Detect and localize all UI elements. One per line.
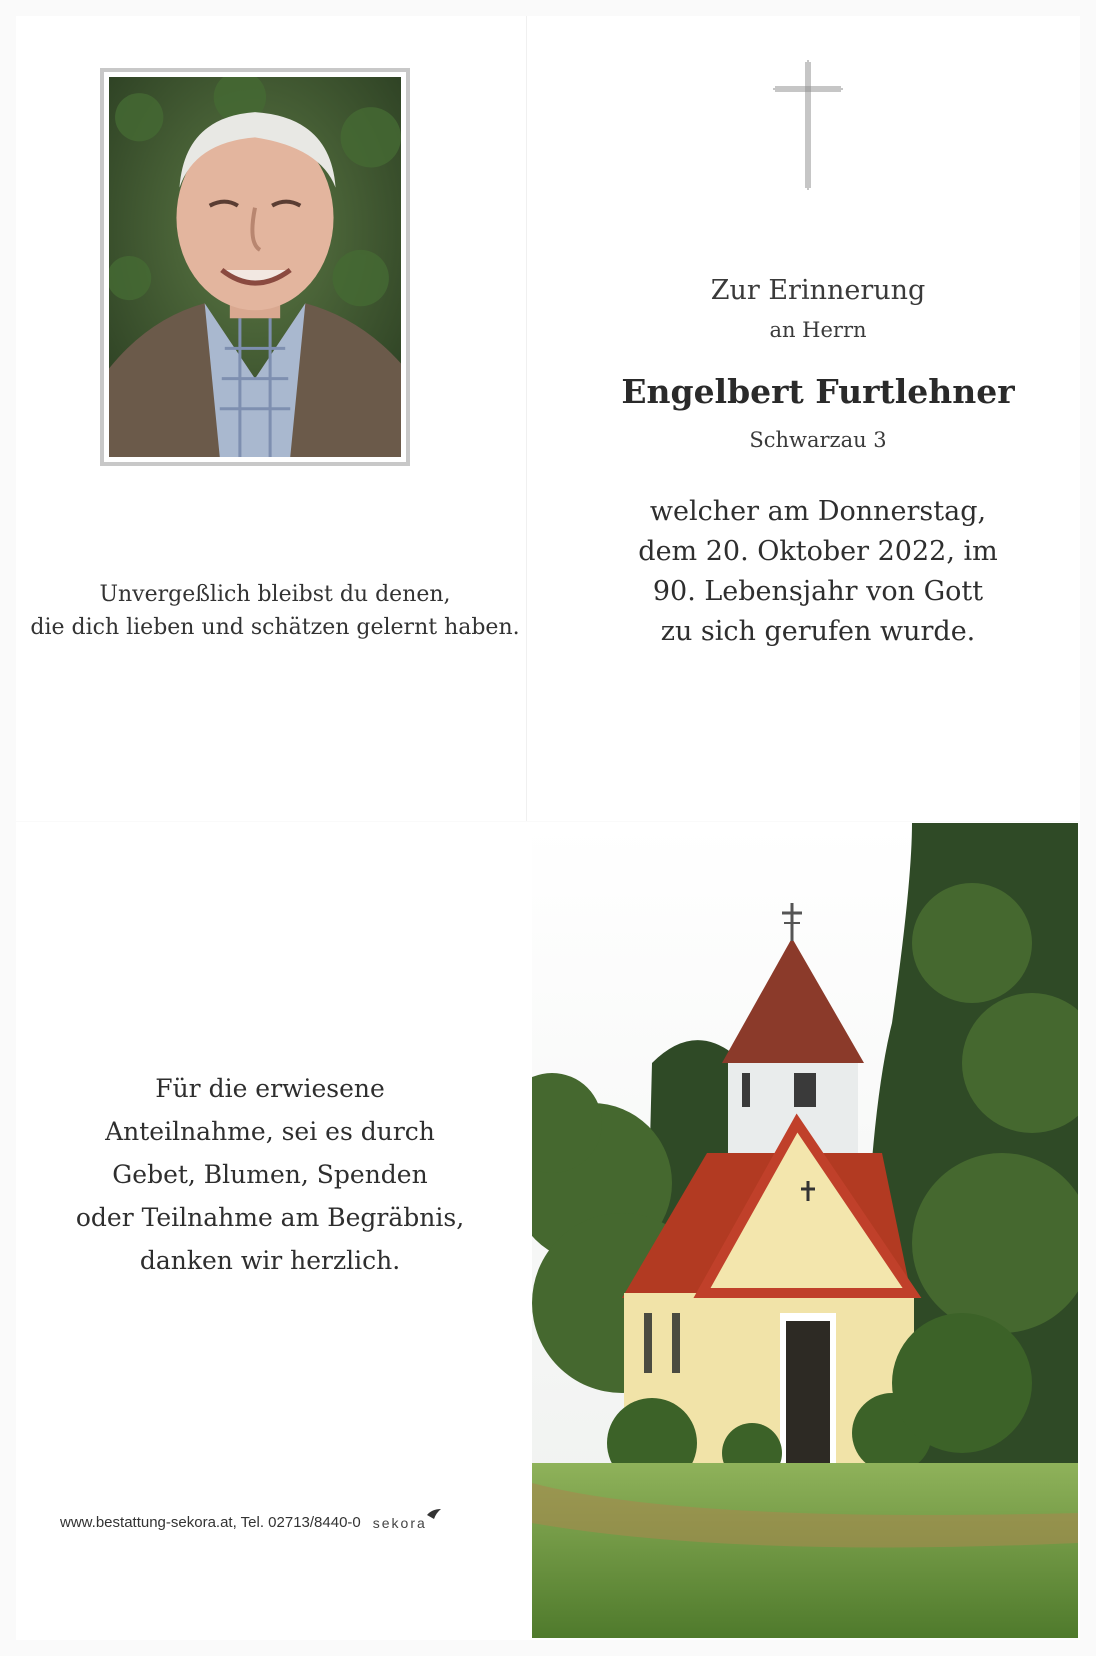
bird-icon (427, 1509, 441, 1519)
quote-line: Unvergeßlich bleibst du denen, (99, 582, 451, 607)
memorial-title: Zur Erinnerung (710, 275, 926, 306)
thanks-line: oder Teilnahme am Begräbnis, (75, 1203, 465, 1232)
thanks-text (60, 1067, 480, 1282)
memorial-quote (20, 578, 530, 644)
thanks-line: Anteilnahme, sei es durch (105, 1117, 435, 1146)
thanks-line: Gebet, Blumen, Spenden (112, 1160, 428, 1189)
death-notice (568, 492, 1068, 652)
deceased-address: Schwarzau 3 (749, 428, 887, 452)
salutation: an Herrn (769, 318, 867, 342)
thanks-line: Für die erwiesene (155, 1074, 385, 1103)
footer (60, 1514, 427, 1531)
quote-line: die dich lieben und schätzen gelernt haben. (30, 615, 520, 640)
portrait-photo (100, 68, 410, 466)
brand-logo (373, 1515, 427, 1531)
fold-line (526, 16, 527, 821)
brand-name: sekora (372, 1515, 427, 1531)
thanks-line: danken wir herzlich. (139, 1246, 401, 1275)
cross-icon (773, 60, 843, 190)
deceased-name: Engelbert Furtlehner (621, 372, 1015, 411)
funeral-home-contact: www.bestattung-sekora.at, Tel. 02713/8440-0 (60, 1514, 361, 1531)
death-notice-line: 90. Lebensjahr von Gott (652, 576, 984, 607)
death-notice-line: welcher am Donnerstag, (649, 496, 987, 527)
death-notice-line: zu sich gerufen wurde. (660, 616, 976, 647)
chapel-photo (532, 823, 1078, 1638)
death-notice-line: dem 20. Oktober 2022, im (638, 536, 998, 567)
